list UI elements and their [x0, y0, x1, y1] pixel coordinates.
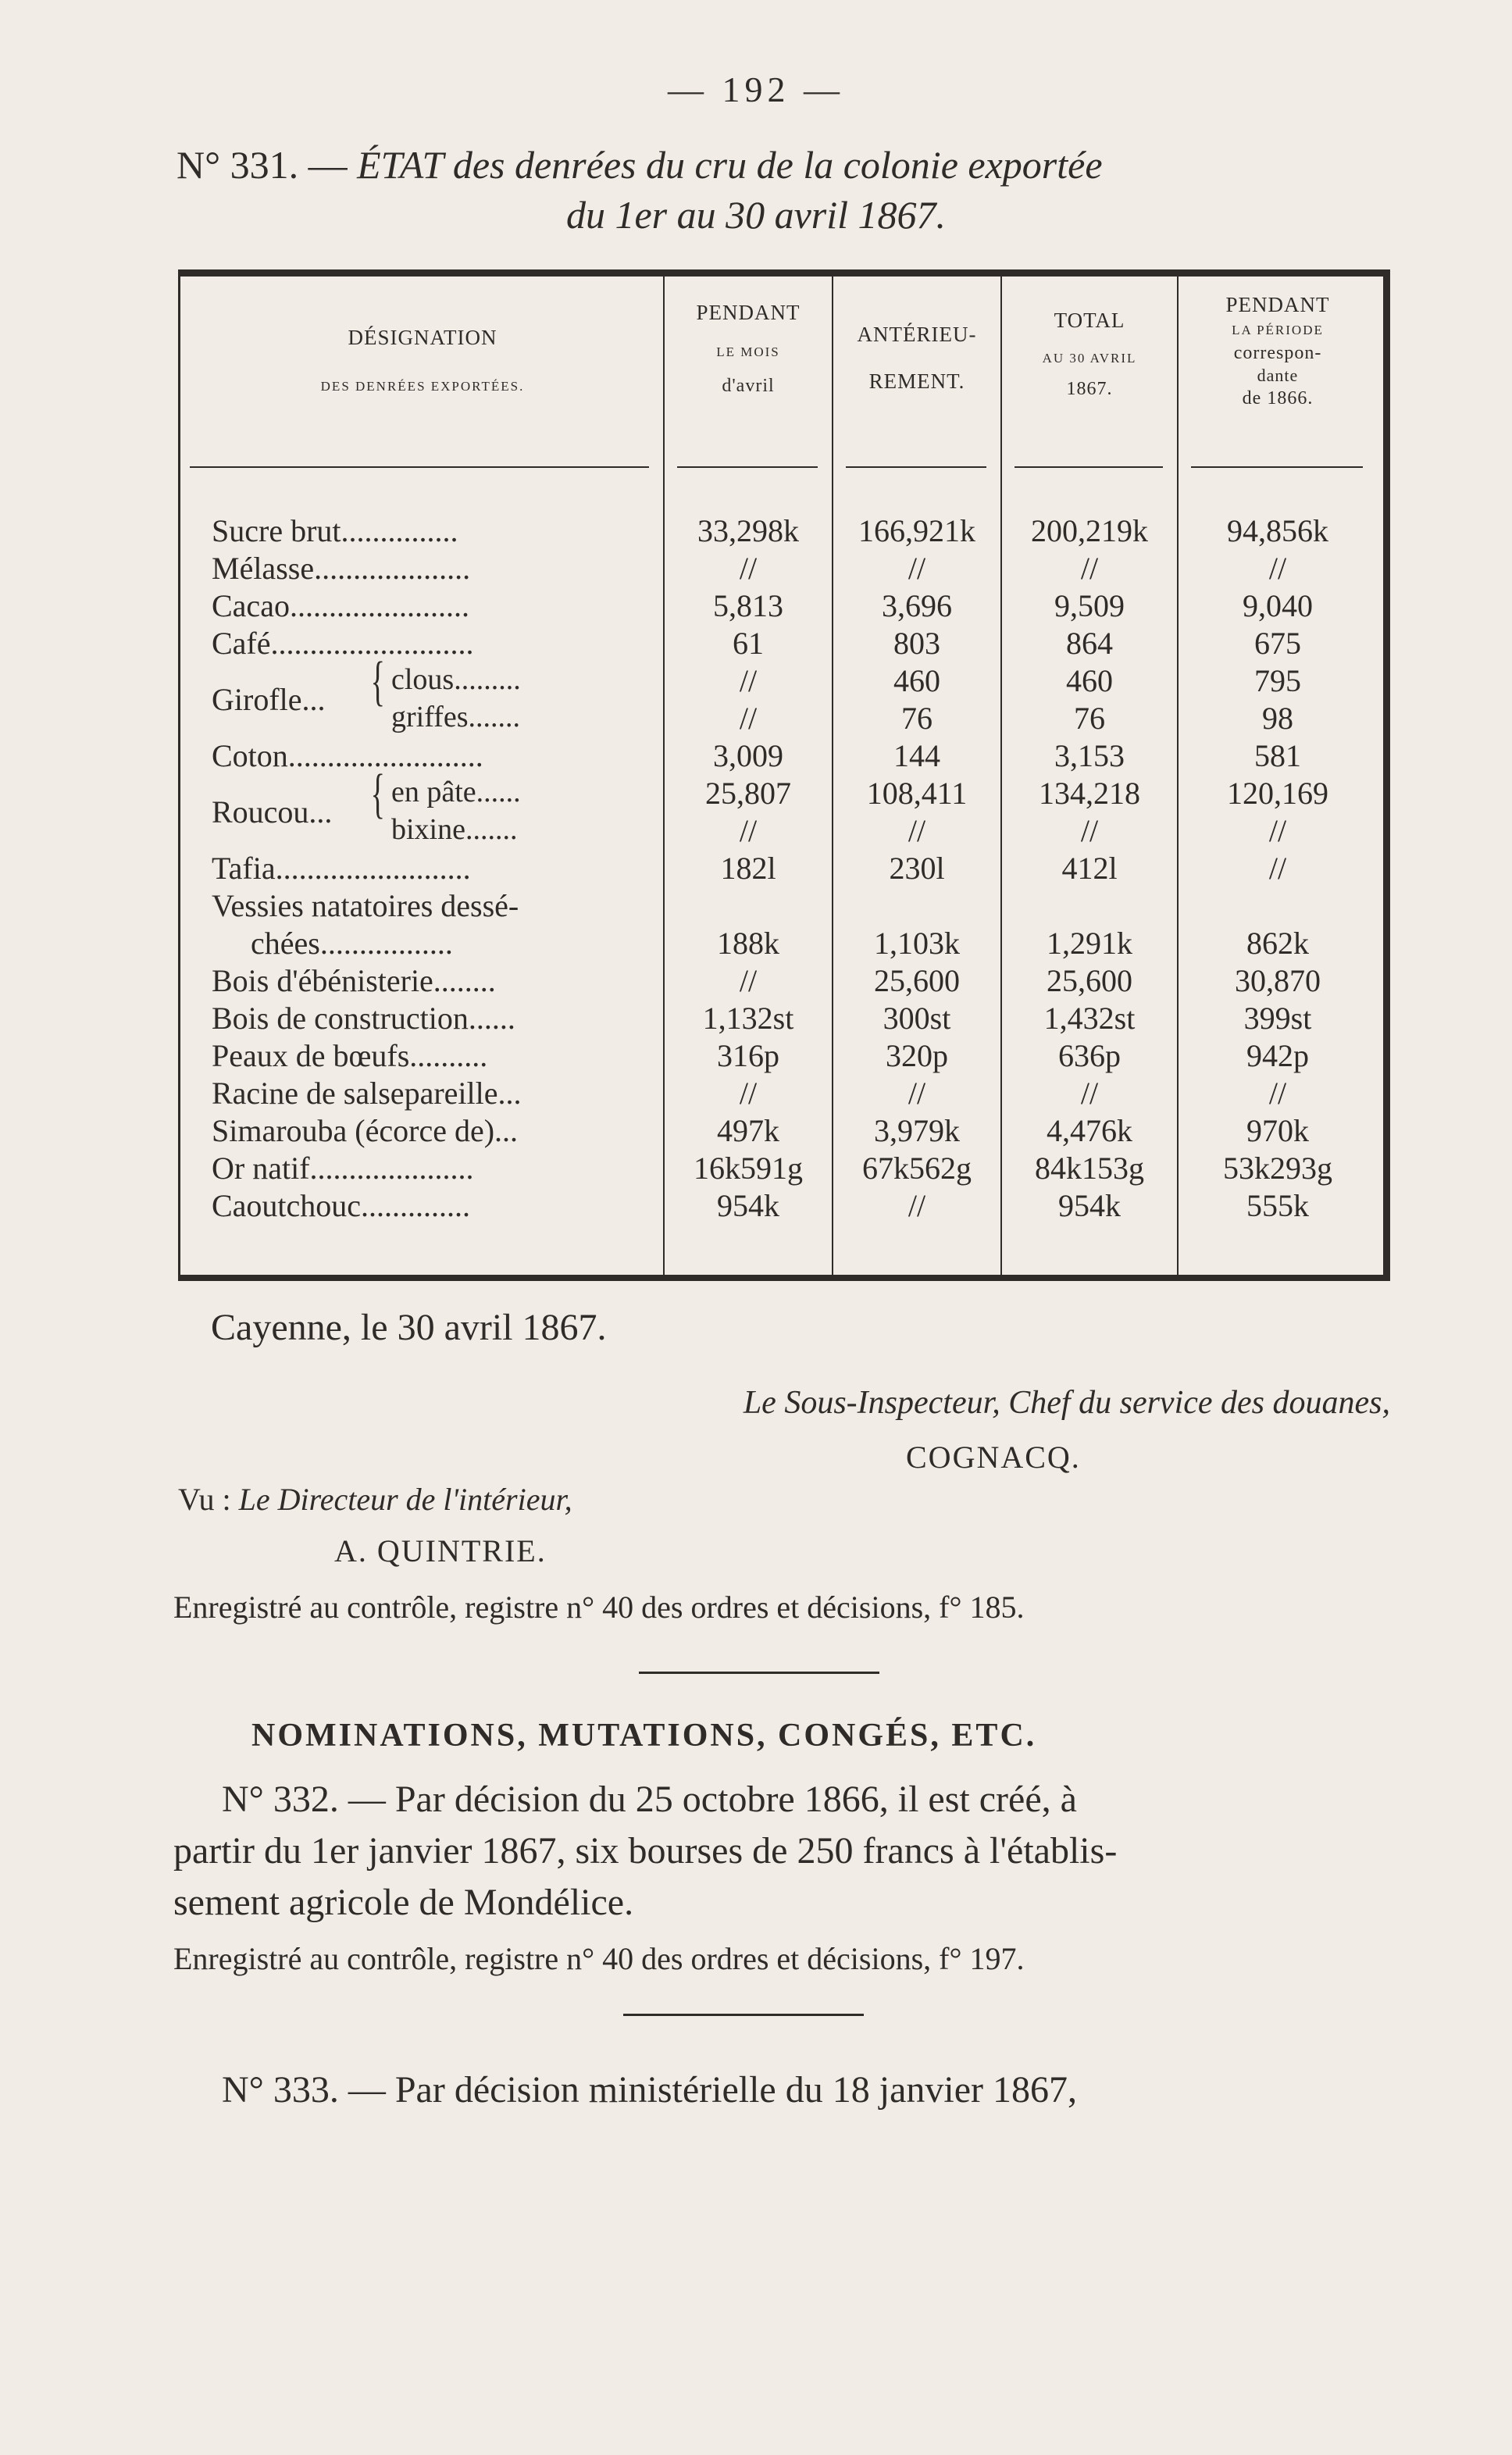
cell-total: 1,432st [1043, 1001, 1136, 1036]
cell-total: 1,291k [1047, 926, 1132, 961]
header-col4-l5: de 1866. [1242, 387, 1314, 409]
cell-total: // [1080, 551, 1099, 586]
header-designation [188, 325, 657, 394]
place-date: Cayenne, le 30 avril 1867. [211, 1307, 607, 1348]
cell-1866: // [1268, 851, 1287, 886]
cell-previous: 803 [893, 626, 940, 661]
export-table [178, 269, 1390, 1281]
table-row [180, 512, 1383, 550]
title-number: N° 331. [177, 143, 299, 187]
seen-prefix: Vu : [178, 1482, 239, 1517]
cell-1866: 862k [1246, 926, 1309, 961]
brace-icon: { [370, 764, 386, 824]
page-number: — 192 — [668, 70, 844, 109]
header-col4-l1: PENDANT [1225, 293, 1330, 316]
cell-previous: 3,979k [874, 1113, 960, 1148]
row-label: chées................. [251, 926, 453, 961]
cell-april: 188k [717, 926, 779, 961]
cell-previous: // [908, 1188, 926, 1223]
header-underline [846, 466, 986, 468]
row-sublabel: en pâte...... [391, 776, 521, 808]
header-col3-l1: TOTAL [1054, 309, 1125, 332]
header-col1 [666, 300, 830, 398]
header-underline [677, 466, 818, 468]
cell-april: 497k [717, 1113, 779, 1148]
title-rest: des denrées du cru de la colonie exportée [443, 143, 1103, 187]
table-row [180, 775, 1383, 812]
header-col3-l3: 1867. [1066, 379, 1113, 399]
title-dash: — [298, 143, 358, 187]
cell-april: // [739, 963, 758, 998]
table-row [180, 1187, 1383, 1225]
header-designation-l2: DES DENRÉES EXPORTÉES. [320, 378, 525, 394]
header-col2 [835, 322, 999, 395]
signature-title: Le Sous-Inspecteur, Chef du service des douanes, [743, 1385, 1390, 1421]
header-col3-l2: AU 30 AVRIL [1042, 350, 1137, 366]
seen-title: Le Directeur de l'intérieur, [238, 1482, 572, 1517]
seen-line [178, 1481, 572, 1518]
cell-april: 954k [717, 1188, 779, 1223]
cell-april: 316p [717, 1038, 779, 1073]
cell-1866: // [1268, 551, 1287, 586]
cell-total: 412l [1061, 851, 1118, 886]
cell-april: 16k591g [694, 1151, 803, 1186]
row-label: Coton......................... [212, 738, 483, 773]
cell-1866: 98 [1262, 701, 1293, 736]
table-title-line2: du 1er au 30 avril 1867. [565, 193, 947, 237]
row-sublabel: bixine....... [391, 813, 518, 846]
table-row [180, 1150, 1383, 1187]
divider [639, 1672, 879, 1674]
header-col2-l2: REMENT. [868, 369, 965, 393]
cell-total: 200,219k [1031, 513, 1148, 548]
cell-total: 460 [1066, 663, 1113, 698]
row-label: Bois d'ébénisterie........ [212, 963, 496, 998]
table-title-line1 [177, 142, 1410, 187]
item-332-line1: N° 332. — Par décision du 25 octobre 1866, il est créé, à [222, 1779, 1077, 1820]
row-label: Or natif..................... [212, 1151, 474, 1186]
row-label: Cacao....................... [212, 588, 469, 623]
cell-total: // [1080, 1076, 1099, 1111]
cell-1866: 53k293g [1223, 1151, 1332, 1186]
seen-name: A. QUINTRIE. [334, 1533, 547, 1568]
header-col4-l2: LA PÉRIODE [1232, 322, 1324, 337]
header-col1-l2: LE MOIS [716, 344, 780, 359]
row-label: Simarouba (écorce de)... [212, 1113, 519, 1148]
cell-1866: 120,169 [1227, 776, 1328, 811]
cell-previous: 3,696 [882, 588, 952, 623]
cell-total: 25,600 [1047, 963, 1132, 998]
cell-total: 9,509 [1054, 588, 1125, 623]
item-332-line3: sement agricole de Mondélice. [173, 1882, 634, 1923]
table-row [180, 737, 1383, 775]
header-col1-l3: d'avril [722, 376, 775, 396]
group-label-roucou: Roucou... [212, 794, 333, 830]
cell-april: 182l [720, 851, 776, 886]
cell-previous: 166,921k [858, 513, 975, 548]
header-underline [1015, 466, 1163, 468]
cell-previous: // [908, 551, 926, 586]
header-col4-l4: dante [1257, 366, 1299, 385]
table-row [180, 700, 1383, 737]
cell-1866: 9,040 [1243, 588, 1313, 623]
table-row [180, 925, 1383, 962]
cell-previous: 25,600 [874, 963, 960, 998]
registered-note-1: Enregistré au contrôle, registre n° 40 des ordres et décisions, f° 185. [173, 1590, 1025, 1625]
cell-total: 76 [1074, 701, 1105, 736]
header-designation-l1: DÉSIGNATION [348, 326, 497, 349]
cell-1866: 30,870 [1235, 963, 1321, 998]
cell-april: 1,132st [702, 1001, 794, 1036]
cell-1866: 795 [1254, 663, 1301, 698]
row-label: Vessies natatoires dessé- [212, 888, 519, 923]
cell-previous: 300st [883, 1001, 951, 1036]
table-row [180, 662, 1383, 700]
row-label: Tafia......................... [212, 851, 471, 886]
cell-april: 25,807 [705, 776, 791, 811]
cell-1866: 675 [1254, 626, 1301, 661]
cell-april: // [739, 701, 758, 736]
cell-april: // [739, 1076, 758, 1111]
header-col4-l3: correspon- [1233, 343, 1322, 363]
table-row [180, 812, 1383, 850]
cell-total: 954k [1058, 1188, 1121, 1223]
table-row [180, 1000, 1383, 1037]
item-333-line1: N° 333. — Par décision ministérielle du 18 janvier 1867, [222, 2069, 1077, 2111]
cell-previous: 230l [889, 851, 945, 886]
signature-name: COGNACQ. [906, 1440, 1081, 1475]
header-col4 [1180, 292, 1375, 410]
header-col3 [1004, 308, 1175, 401]
cell-previous: 67k562g [862, 1151, 972, 1186]
row-label: Racine de salsepareille... [212, 1076, 522, 1111]
section-heading: NOMINATIONS, MUTATIONS, CONGÉS, ETC. [251, 1718, 1037, 1754]
cell-total: 84k153g [1035, 1151, 1144, 1186]
table-row [180, 887, 1383, 925]
row-label: Sucre brut............... [212, 513, 458, 548]
cell-1866: 555k [1246, 1188, 1309, 1223]
cell-1866: // [1268, 1076, 1287, 1111]
brace-icon: { [370, 651, 386, 712]
divider [623, 2014, 864, 2016]
table-row [180, 850, 1383, 887]
cell-total: 4,476k [1047, 1113, 1132, 1148]
title-state: ÉTAT [357, 143, 444, 187]
cell-total: 3,153 [1054, 738, 1125, 773]
header-col2-l1: ANTÉRIEU- [857, 323, 977, 346]
cell-1866: 581 [1254, 738, 1301, 773]
cell-april: 5,813 [713, 588, 783, 623]
cell-previous: 320p [886, 1038, 948, 1073]
group-label-girofle: Girofle... [212, 682, 326, 717]
row-sublabel: griffes....... [391, 701, 520, 733]
row-label: Mélasse.................... [212, 551, 471, 586]
cell-1866: // [1268, 813, 1287, 848]
cell-april: 33,298k [697, 513, 799, 548]
cell-previous: 108,411 [866, 776, 968, 811]
table-row [180, 1037, 1383, 1075]
cell-1866: 970k [1246, 1113, 1309, 1148]
table-row [180, 550, 1383, 587]
cell-previous: 76 [901, 701, 933, 736]
header-underline [190, 466, 649, 468]
cell-previous: 144 [893, 738, 940, 773]
item-332-line2: partir du 1er janvier 1867, six bourses de 250 francs à l'établis- [173, 1830, 1118, 1872]
cell-april: // [739, 663, 758, 698]
table-row [180, 625, 1383, 662]
row-label: Caoutchouc.............. [212, 1188, 471, 1223]
registered-note-2: Enregistré au contrôle, registre n° 40 des ordres et décisions, f° 197. [173, 1941, 1025, 1976]
cell-april: // [739, 813, 758, 848]
cell-previous: 1,103k [874, 926, 960, 961]
header-underline [1191, 466, 1363, 468]
table-row [180, 962, 1383, 1000]
cell-april: 3,009 [713, 738, 783, 773]
row-label: Café.......................... [212, 626, 474, 661]
cell-total: 134,218 [1039, 776, 1140, 811]
table-row [180, 1112, 1383, 1150]
row-label: Peaux de bœufs.......... [212, 1038, 488, 1073]
cell-1866: 942p [1246, 1038, 1309, 1073]
cell-previous: // [908, 1076, 926, 1111]
cell-april: 61 [733, 626, 764, 661]
row-sublabel: clous......... [391, 663, 521, 696]
cell-total: // [1080, 813, 1099, 848]
cell-total: 636p [1058, 1038, 1121, 1073]
cell-1866: 94,856k [1227, 513, 1328, 548]
table-row [180, 587, 1383, 625]
cell-total: 864 [1066, 626, 1113, 661]
cell-1866: 399st [1243, 1001, 1312, 1036]
cell-previous: // [908, 813, 926, 848]
header-col1-l1: PENDANT [696, 301, 801, 324]
table-row [180, 1075, 1383, 1112]
row-label: Bois de construction...... [212, 1001, 515, 1036]
cell-previous: 460 [893, 663, 940, 698]
cell-april: // [739, 551, 758, 586]
